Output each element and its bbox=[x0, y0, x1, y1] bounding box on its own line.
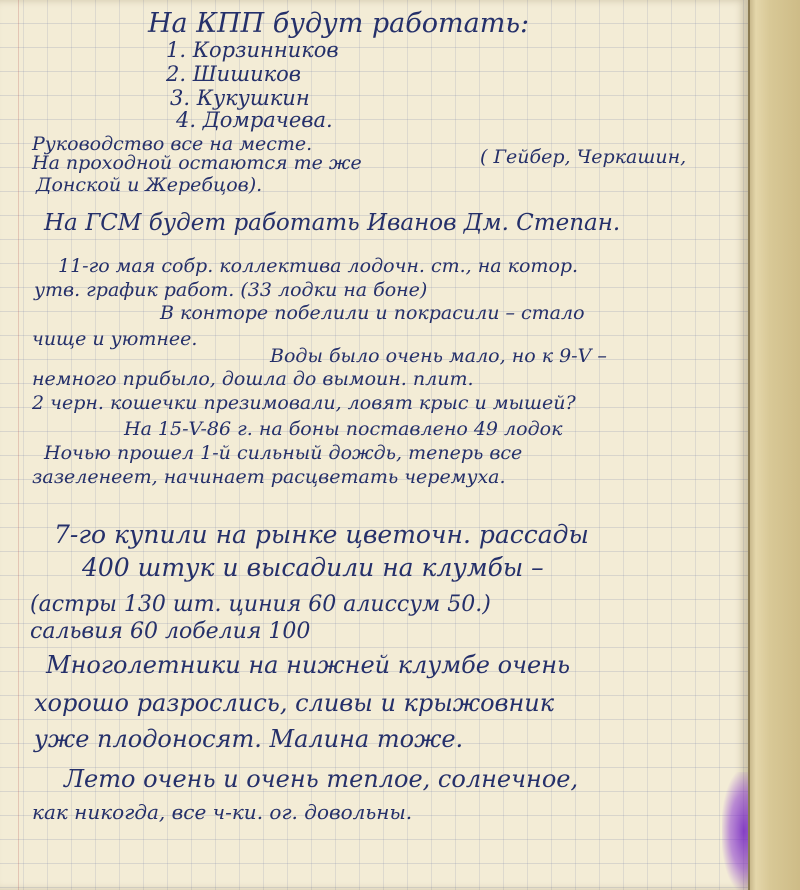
text-line: На 15-V-86 г. на боны поставлено 49 лодок bbox=[124, 418, 563, 440]
text-line: Многолетники на нижней клумбе очень bbox=[46, 651, 571, 679]
text-line: Ночью прошел 1-й сильный дождь, теперь все bbox=[44, 442, 523, 464]
text-line: В конторе побелили и покрасили – стало bbox=[160, 302, 585, 324]
text-line: уже плодоносят. Малина тоже. bbox=[34, 725, 464, 753]
list-item-2: 2. Шишиков bbox=[166, 62, 302, 86]
text-line: 2 черн. кошечки презимовали, ловят крыс и мышей? bbox=[32, 392, 576, 414]
text-line: На проходной остаются те же bbox=[32, 152, 362, 174]
text-line: 7-го купили на рынке цветочн. рассады bbox=[54, 520, 589, 549]
list-item-3: 3. Кукушкин bbox=[170, 86, 310, 110]
margin-line bbox=[18, 0, 19, 890]
text-line: 11-го мая собр. коллектива лодочн. ст., на котор. bbox=[58, 255, 579, 277]
text-line: зазеленеет, начинает расцветать черемуха. bbox=[32, 466, 506, 488]
text-line: немного прибыло, дошла до вымоин. плит. bbox=[32, 368, 474, 390]
heading-gsm: На ГСМ будет работать Иванов Дм. Степан. bbox=[44, 210, 621, 236]
heading-kpp: На КПП будут работать: bbox=[148, 8, 530, 39]
text-line: ( Гейбер, Черкашин, bbox=[480, 146, 687, 168]
list-item-1: 1. Корзинников bbox=[166, 38, 339, 62]
text-line: 400 штук и высадили на клумбы – bbox=[82, 553, 544, 582]
text-line: утв. график работ. (33 лодки на боне) bbox=[34, 279, 428, 301]
text-line: Руководство все на месте. bbox=[32, 133, 313, 155]
text-line: Воды было очень мало, но к 9-V – bbox=[270, 345, 607, 367]
list-item-4: 4. Домрачева. bbox=[176, 108, 333, 132]
text-line: Донской и Жеребцов). bbox=[36, 174, 263, 196]
text-line: хорошо разрослись, сливы и крыжовник bbox=[34, 689, 555, 717]
text-line: Лето очень и очень теплое, солнечное, bbox=[64, 765, 579, 793]
text-line: чище и уютнее. bbox=[32, 328, 198, 350]
text-line: сальвия 60 лобелия 100 bbox=[30, 619, 311, 644]
page-edge bbox=[748, 0, 800, 890]
text-line: как никогда, все ч-ки. ог. довольны. bbox=[32, 800, 413, 824]
text-line: (астры 130 шт. циния 60 алиссум 50.) bbox=[30, 592, 491, 617]
